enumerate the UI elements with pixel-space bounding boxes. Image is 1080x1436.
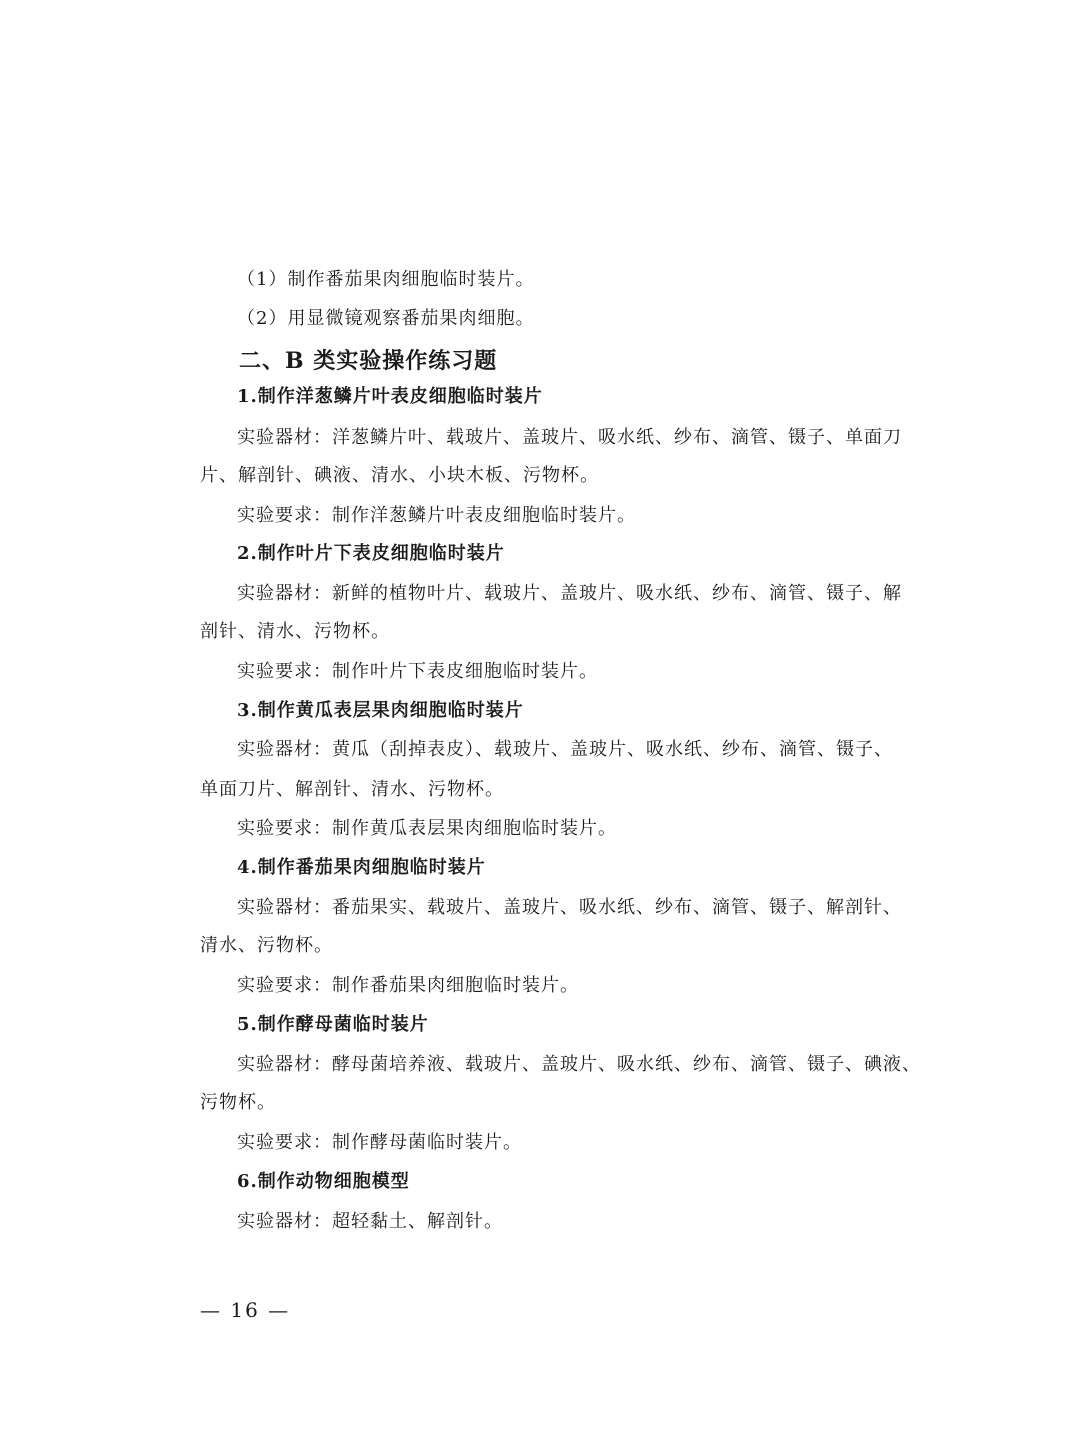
item-heading: 6.制作动物细胞模型 [237, 1171, 410, 1192]
item-materials: 实验器材：超轻黏土、解剖针。 [237, 1211, 503, 1232]
item-materials: 实验器材：酵母菌培养液、载玻片、盖玻片、吸水纸、纱布、滴管、镊子、碘液、 [237, 1054, 921, 1075]
item-heading: 5.制作酵母菌临时装片 [237, 1014, 429, 1035]
item-requirement: 实验要求：制作黄瓜表层果肉细胞临时装片。 [237, 818, 617, 839]
item-requirement: 实验要求：制作酵母菌临时装片。 [237, 1132, 522, 1153]
item-materials: 实验器材：番茄果实、载玻片、盖玻片、吸水纸、纱布、滴管、镊子、解剖针、 [237, 897, 902, 918]
item-materials: 实验器材：黄瓜（刮掉表皮）、载玻片、盖玻片、吸水纸、纱布、滴管、镊子、 [237, 739, 893, 760]
item-materials: 实验器材：新鲜的植物叶片、载玻片、盖玻片、吸水纸、纱布、滴管、镊子、解 [237, 583, 902, 604]
item-requirement: 实验要求：制作叶片下表皮细胞临时装片。 [237, 661, 598, 682]
item-materials-cont: 剖针、清水、污物杯。 [200, 621, 390, 642]
item-requirement: 实验要求：制作番茄果肉细胞临时装片。 [237, 975, 579, 996]
item-requirement: 实验要求：制作洋葱鳞片叶表皮细胞临时装片。 [237, 505, 636, 526]
item-materials-cont: 单面刀片、解剖针、清水、污物杯。 [200, 779, 504, 800]
item-heading: 1.制作洋葱鳞片叶表皮细胞临时装片 [237, 386, 543, 407]
item-materials-cont: 污物杯。 [200, 1092, 276, 1113]
item-heading: 3.制作黄瓜表层果肉细胞临时装片 [237, 700, 524, 721]
item-materials: 实验器材：洋葱鳞片叶、载玻片、盖玻片、吸水纸、纱布、滴管、镊子、单面刀 [237, 427, 902, 448]
item-heading: 4.制作番茄果肉细胞临时装片 [237, 857, 486, 878]
page-number: — 16 — [200, 1298, 291, 1322]
item-materials-cont: 清水、污物杯。 [200, 935, 333, 956]
step-2: （2）用显微镜观察番茄果肉细胞。 [237, 308, 535, 329]
item-heading: 2.制作叶片下表皮细胞临时装片 [237, 543, 505, 564]
section-title: 二、B 类实验操作练习题 [239, 348, 498, 374]
item-materials-cont: 片、解剖针、碘液、清水、小块木板、污物杯。 [200, 465, 599, 486]
step-1: （1）制作番茄果肉细胞临时装片。 [237, 269, 535, 290]
